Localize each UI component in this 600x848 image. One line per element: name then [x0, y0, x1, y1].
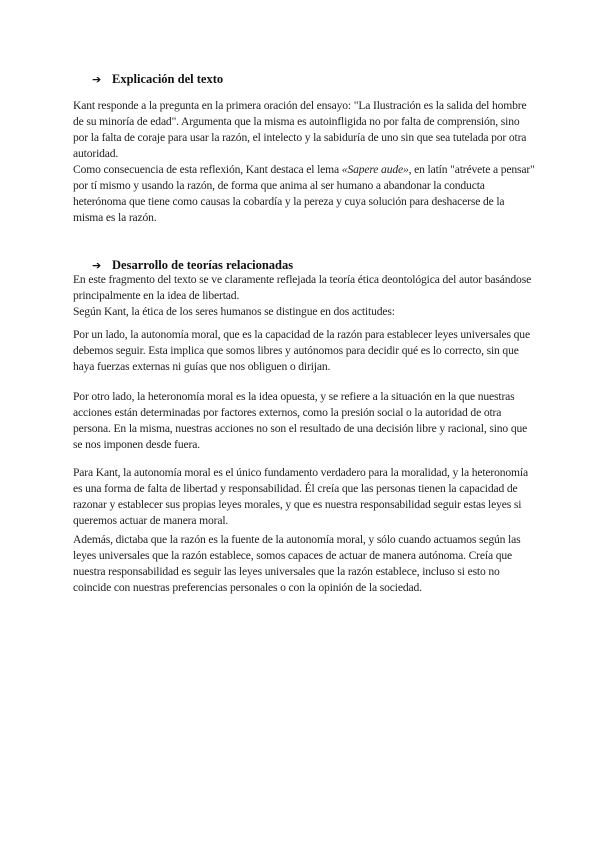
arrow-right-icon: ➔ [92, 73, 102, 86]
section-heading-explicacion [92, 72, 223, 87]
lema-italic: «Sapere aude» [341, 163, 409, 176]
paragraph-text: Por otro lado, la heteronomía moral es la idea opuesta, y se refiere a la situación en la que nuestras acciones están determinadas por factores externos, como la presión social o la autoridad de otra persona. En la misma, nuestras acciones no son el resultado de una decisión libre y racional, sino que se nos imponen desde fuera. [73, 390, 528, 451]
section-body-desarrollo [73, 272, 535, 320]
section-body-explicacion [73, 98, 535, 226]
paragraph: En este fragmento del texto se ve claramente reflejada la teoría ética deontológica del autor basándose principalmente en la idea de libertad. [73, 273, 532, 302]
paragraph: Según Kant, la ética de los seres humanos se distingue en dos actitudes: [73, 305, 395, 318]
section-title: Explicación del texto [112, 72, 224, 86]
section-heading-desarrollo [92, 258, 293, 273]
paragraph [73, 162, 535, 226]
paragraph: Kant responde a la pregunta en la primera oración del ensayo: "La Ilustración es la salida del hombre de su minoría de edad". Argumenta que la misma es autoinfligida no por falta de comprensión, sino por la falta de coraje para usar la razón, el intelecto y la sabiduría de uno sin que sea tutelada por otra autoridad. [73, 99, 527, 160]
arrow-right-icon: ➔ [92, 259, 102, 272]
paragraph-kant [73, 465, 535, 529]
paragraph-text: Para Kant, la autonomía moral es el único fundamento verdadero para la moralidad, y la heteronomía es una forma de falta de libertad y responsabilidad. Él creía que las personas tienen la capacidad de razonar y establecer sus propias leyes morales, y que es nuestra responsabilidad seguir estas leyes si queremos actuar de manera moral. [73, 466, 528, 527]
text-run: Como consecuencia de esta reflexión, Kant destaca el lema [73, 163, 342, 176]
section-title: Desarrollo de teorías relacionadas [112, 258, 294, 272]
paragraph-autonomia [73, 327, 535, 375]
paragraph-text: Por un lado, la autonomía moral, que es la capacidad de la razón para establecer leyes universales que debemos seguir. Esta implica que somos libres y autónomos para decidir qué es lo correcto, sin que haya fuerzas externas ni guías que nos obliguen o dirijan. [73, 328, 530, 373]
paragraph-text: Además, dictaba que la razón es la fuente de la autonomía moral, y sólo cuando actuamos según las leyes universales que la razón establece, somos capaces de actuar de manera autónoma. Creía que nuestra responsabilidad es seguir las leyes universales que la razón establece, incluso si esto no coincide con nuestras preferencias personales o con la opinión de la sociedad. [73, 533, 521, 594]
text-run: , en latín "atrévete a pensar" por tí mismo y usando la razón, de forma que anima al ser humano a abandonar la conducta heterónoma que tiene como causas la cobardía y la pereza y cuya solución para deshacerse de la misma es la razón. [73, 163, 535, 224]
paragraph-heteronomia [73, 389, 535, 453]
paragraph-ademas [73, 532, 535, 596]
